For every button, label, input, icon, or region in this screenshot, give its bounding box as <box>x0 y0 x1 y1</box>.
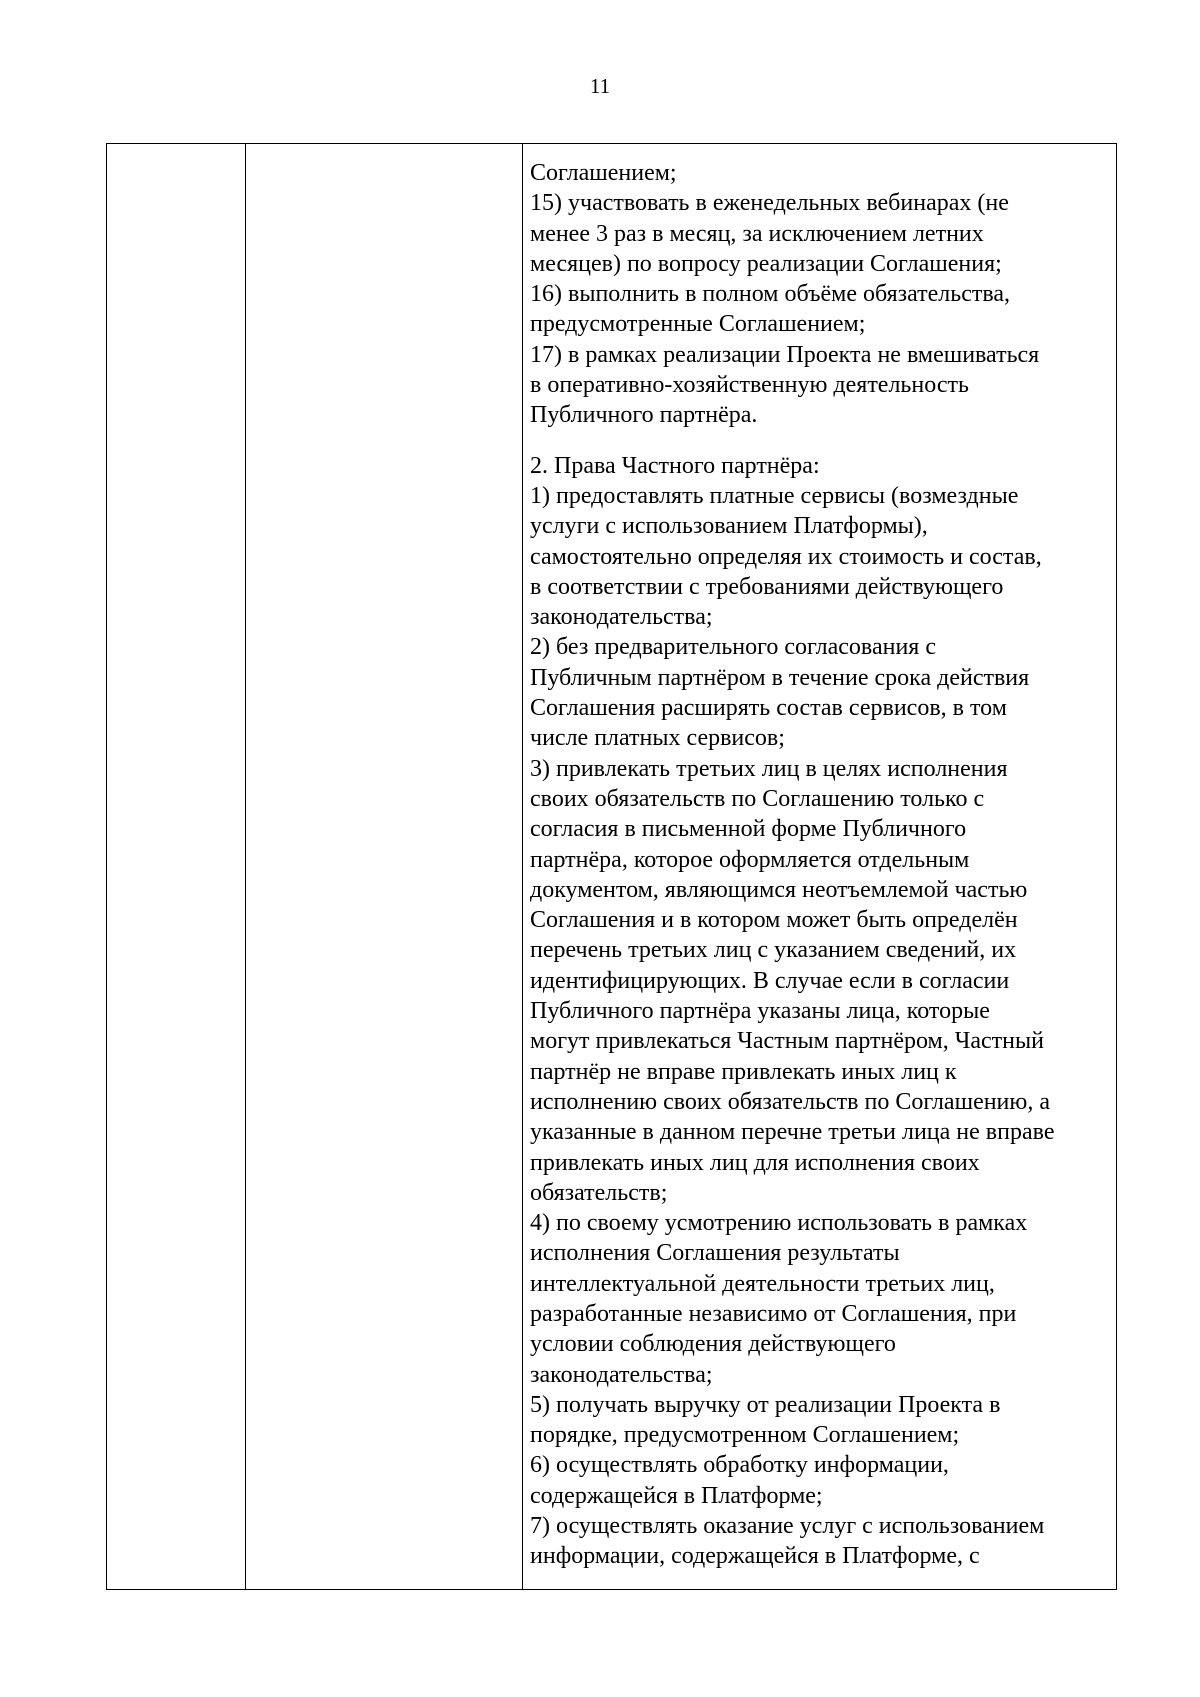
text-line: содержащейся в Платформе; <box>530 1482 823 1509</box>
cell-text <box>523 144 1116 1572</box>
text-line: самостоятельно определяя их стоимость и состав, <box>530 543 1042 570</box>
text-line: могут привлекаться Частным партнёром, Частный <box>530 1028 1044 1055</box>
text-line: партнёр не вправе привлекать иных лиц к <box>530 1058 957 1085</box>
document-table <box>106 143 1117 1590</box>
text-line: месяцев) по вопросу реализации Соглашения; <box>530 250 1002 277</box>
text-line: в оперативно-хозяйственную деятельность <box>530 372 969 399</box>
paragraph-spacer <box>530 431 1108 451</box>
text-line: порядке, предусмотренном Соглашением; <box>530 1422 960 1449</box>
table-cell-2 <box>246 144 523 1590</box>
text-line: 2) без предварительного согласования с <box>530 634 936 661</box>
text-line: условии соблюдения действующего <box>530 1331 896 1358</box>
text-line: законодательства; <box>530 1361 713 1388</box>
text-line: 1) предоставлять платные сервисы (возмездные <box>530 482 1019 509</box>
text-line: разработанные независимо от Соглашения, при <box>530 1300 1017 1327</box>
text-line: 6) осуществлять обработку информации, <box>530 1452 949 1479</box>
text-line: согласия в письменной форме Публичного <box>530 816 967 843</box>
text-line: 5) получать выручку от реализации Проекта в <box>530 1391 1001 1418</box>
table-cell-3 <box>523 144 1117 1590</box>
text-line: исполнения Соглашения результаты <box>530 1240 900 1267</box>
table-row <box>107 144 1117 1590</box>
text-line: предусмотренные Соглашением; <box>530 311 866 338</box>
text-line: законодательства; <box>530 604 713 631</box>
text-line: обязательств; <box>530 1179 668 1206</box>
text-line: Публичным партнёром в течение срока действия <box>530 664 1030 691</box>
text-line: 17) в рамках реализации Проекта не вмешиваться <box>530 341 1040 368</box>
text-line: услуги с использованием Платформы), <box>530 513 928 540</box>
text-line: числе платных сервисов; <box>530 725 785 752</box>
text-line: исполнению своих обязательств по Соглашению, а <box>530 1088 1050 1115</box>
text-line: идентифицирующих. В случае если в согласии <box>530 967 1010 994</box>
obligations-block <box>530 158 1108 431</box>
text-line: Соглашения и в котором может быть определён <box>530 907 1018 934</box>
table-cell-1 <box>107 144 246 1590</box>
text-line: интеллектуальной деятельности третьих лиц, <box>530 1270 995 1297</box>
text-line: 7) осуществлять оказание услуг с использованием <box>530 1513 1045 1540</box>
rights-block <box>530 451 1108 1572</box>
text-line: 16) выполнить в полном объёме обязательства, <box>530 281 1011 308</box>
text-line: своих обязательств по Соглашению только с <box>530 785 985 812</box>
text-line: партнёра, которое оформляется отдельным <box>530 846 970 873</box>
text-line: документом, являющимся неотъемлемой частью <box>530 876 1028 903</box>
text-line: 15) участвовать в еженедельных вебинарах (не <box>530 190 1009 217</box>
text-line: менее 3 раз в месяц, за исключением летних <box>530 220 984 247</box>
text-line: перечень третьих лиц с указанием сведений, их <box>530 937 1017 964</box>
text-line: привлекать иных лиц для исполнения своих <box>530 1149 980 1176</box>
text-line: 3) привлекать третьих лиц в целях исполнения <box>530 755 1008 782</box>
text-line: Соглашения расширять состав сервисов, в том <box>530 695 1007 722</box>
text-line: 2. Права Частного партнёра: <box>530 452 820 479</box>
text-line: информации, содержащейся в Платформе, с <box>530 1543 980 1570</box>
text-line: Публичного партнёра указаны лица, которые <box>530 998 990 1025</box>
text-line: 4) по своему усмотрению использовать в рамках <box>530 1210 1028 1237</box>
text-line: Соглашением; <box>530 160 677 186</box>
text-line: указанные в данном перечне третьи лица не вправе <box>530 1119 1055 1146</box>
text-line: Публичного партнёра. <box>530 402 758 429</box>
text-line: в соответствии с требованиями действующего <box>530 573 1004 600</box>
page-number: 11 <box>589 74 611 98</box>
